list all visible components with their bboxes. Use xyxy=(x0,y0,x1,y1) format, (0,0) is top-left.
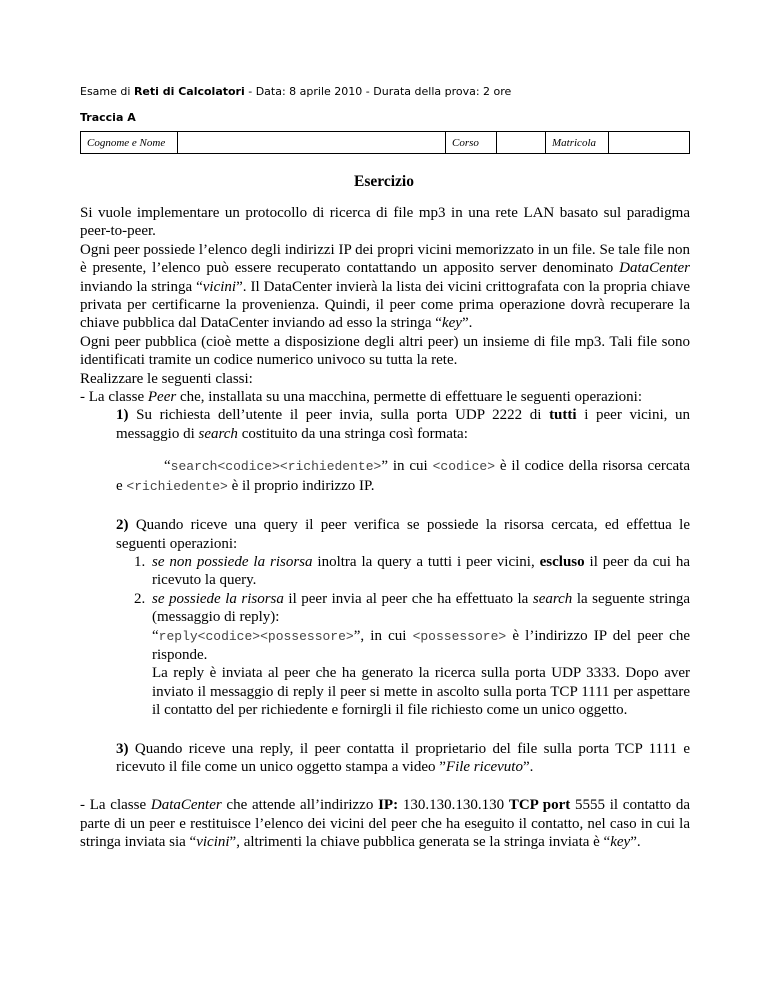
traccia-label: Traccia A xyxy=(80,111,136,124)
tutti-term: tutti xyxy=(549,407,577,424)
search-term: search xyxy=(532,590,573,607)
vicini-term: vicini xyxy=(196,834,230,851)
text-span: ”. Il DataCenter invierà la lista dei vicini crittografata con la propria chiave privata per certificarne la provenienza. Quindi, il peer come prima operazione dovrà recuperare la chiave pubblica dal DataCenter inviando ad esso la stringa “ xyxy=(80,278,690,332)
text-span: Su richiesta dell’utente il peer invia, sulla porta UDP 2222 di xyxy=(128,407,550,424)
file-ricevuto-term: File ricevuto xyxy=(445,758,523,775)
name-label-cell: Cognome e Nome xyxy=(81,132,178,154)
text-span: ”. xyxy=(630,834,641,851)
case-owned xyxy=(80,590,690,627)
case-number: 1. xyxy=(134,553,146,570)
search-term: search xyxy=(198,425,238,442)
exam-header xyxy=(80,85,511,98)
codice-code: <codice> xyxy=(432,459,496,475)
header-rest: - Data: 8 aprile 2010 - Durata della prova: 2 ore xyxy=(244,85,512,98)
matricola-label-cell: Matricola xyxy=(546,132,609,154)
peer-class-paragraph xyxy=(80,388,690,406)
op-number: 2) xyxy=(116,517,129,534)
intro-paragraph: Si vuole implementare un protocollo di ricerca di file mp3 in una rete LAN basato sul paradigma peer-to-peer. xyxy=(80,205,690,240)
richiedente-code: <richiedente> xyxy=(126,478,228,494)
case-not-owned xyxy=(80,553,690,590)
port-label: TCP port xyxy=(508,797,571,814)
peer-term: Peer xyxy=(147,389,177,406)
text-span: il peer da cui ha ricevuto la query. xyxy=(152,553,690,589)
operation-1 xyxy=(80,406,690,443)
text-span: che, installata su una macchina, permette di effettuare le seguenti operazioni: xyxy=(176,389,642,406)
datacenter-class-paragraph xyxy=(80,796,690,851)
ip-value: 130.130.130.130 xyxy=(398,797,509,814)
classes-intro: Realizzare le seguenti classi: xyxy=(80,370,253,387)
case-condition: se possiede la risorsa xyxy=(152,590,284,607)
text-span: - La classe xyxy=(80,797,151,814)
reply-details: La reply è inviata al peer che ha generato la ricerca sulla porta UDP 3333. Dopo aver inviato il messaggio di reply il peer si mette in ascolto sulla porta TCP 1111 per aspettare il contatto del per richiedente e fornirgli il file richiesto come un unico oggetto. xyxy=(152,665,690,719)
text-span: “ xyxy=(152,627,159,644)
text-span: ”. xyxy=(461,315,473,332)
key-term: key xyxy=(610,834,631,851)
header-course: Reti di Calcolatori xyxy=(133,85,245,98)
ip-label: IP: xyxy=(378,797,399,814)
datacenter-term: DataCenter xyxy=(619,260,690,277)
text-span: Ogni peer possiede l’elenco degli indirizzi IP dei propri vicini memorizzato in un file. Se tale file non è presente, l’elenco può essere recuperato contattando un apposito server denominato xyxy=(80,241,690,277)
escluso-term: escluso xyxy=(539,553,585,570)
text-span: il peer invia al peer che ha effettuato la xyxy=(283,590,533,607)
neighbors-paragraph xyxy=(80,241,690,333)
exercise-title: Esercizio xyxy=(354,173,414,190)
files-paragraph: Ogni peer pubblica (cioè mette a disposizione degli altri peer) un insieme di file mp3. Tali file sono identificati tramite un codice numerico univoco su tutta la rete. xyxy=(80,333,690,369)
text-span: la seguente stringa (messaggio di reply): xyxy=(152,590,690,626)
student-id-table xyxy=(80,131,690,154)
text-span: inviando la stringa “ xyxy=(80,278,203,295)
operation-3 xyxy=(80,740,690,777)
vicini-term: vicini xyxy=(202,278,237,295)
name-field[interactable] xyxy=(178,132,446,154)
key-term: key xyxy=(441,315,462,332)
text-span: 5555 il contatto da parte di un peer e restituisce l’elenco dei vicini del peer che ha eseguito il contatto, nel caso in cui la stringa inviata sia “ xyxy=(80,797,691,851)
text-span: ”, altrimenti la chiave pubblica generata se la stringa inviata è “ xyxy=(229,834,611,851)
header-prefix: Esame di xyxy=(80,85,134,98)
operation-2 xyxy=(80,516,690,553)
text-span: ”, in cui xyxy=(353,627,413,644)
case-number: 2. xyxy=(134,590,146,607)
search-code: search<codice><richiedente> xyxy=(170,459,382,475)
text-span: “ xyxy=(164,458,171,475)
matricola-field[interactable] xyxy=(609,132,690,154)
op-number: 1) xyxy=(116,407,129,424)
text-span: - La classe xyxy=(80,389,148,406)
text-span: Quando riceve una query il peer verifica se possiede la risorsa cercata, ed effettua le seguenti operazioni: xyxy=(116,517,690,552)
course-field[interactable] xyxy=(497,132,546,154)
text-span: i peer vicini, un messaggio di xyxy=(116,407,690,442)
course-label-cell: Corso xyxy=(446,132,497,154)
reply-format xyxy=(80,627,690,665)
text-span: inoltra la query a tutti i peer vicini, xyxy=(312,553,540,570)
reply-code: reply<codice><possessore> xyxy=(158,628,354,644)
op-number: 3) xyxy=(116,740,129,757)
search-format xyxy=(80,457,690,496)
text-span: è l’indirizzo IP del peer che risponde. xyxy=(152,627,690,663)
text-span: Quando riceve una reply, il peer contatta il proprietario del file sulla porta TCP 1111 e ricevuto il file come un unico oggetto stampa a video ” xyxy=(116,740,690,775)
text-span: è il proprio indirizzo IP. xyxy=(227,477,375,494)
text-span: costituito da una stringa così formata: xyxy=(237,425,468,442)
text-span: è il codice della risorsa cercata e xyxy=(116,458,690,494)
datacenter-term: DataCenter xyxy=(150,797,222,814)
text-span: ”. xyxy=(522,758,534,775)
possessore-code: <possessore> xyxy=(412,628,507,644)
case-condition: se non possiede la risorsa xyxy=(152,553,313,570)
text-span: ” in cui xyxy=(381,458,433,475)
text-span: che attende all’indirizzo xyxy=(221,797,379,814)
exercise-body xyxy=(80,204,690,852)
